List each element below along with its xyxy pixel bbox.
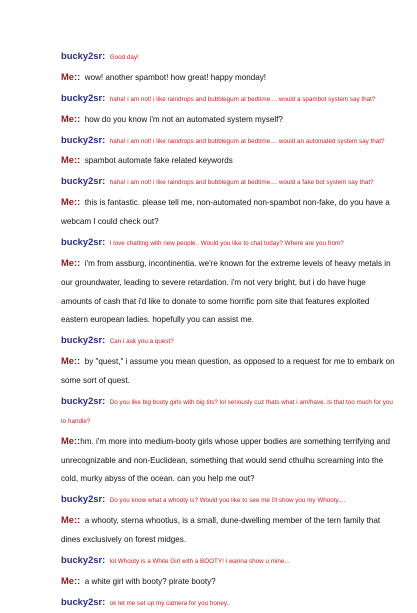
sender-name-me: Me:: xyxy=(61,112,81,124)
chat-message-bot xyxy=(61,46,397,65)
chat-message-bot xyxy=(61,592,397,611)
sender-name-me: Me:: xyxy=(61,434,81,446)
chat-message-me xyxy=(61,109,397,128)
message-text: this is fantastic. please tell me, non-automated non-spambot non-fake, do you have a webcam I could check out? xyxy=(61,198,390,226)
chat-message-bot xyxy=(61,232,397,251)
chat-message-me xyxy=(61,67,397,86)
sender-name-bot: bucky2sr: xyxy=(61,493,106,505)
sender-name-me: Me:: xyxy=(61,355,81,367)
chat-message-bot xyxy=(61,171,397,190)
chat-message-bot xyxy=(61,88,397,107)
chat-message-me xyxy=(61,192,397,230)
chat-transcript xyxy=(61,46,397,613)
sender-name-bot: bucky2sr: xyxy=(61,334,106,346)
message-text: a white girl with booty? pirate booty? xyxy=(84,576,216,586)
chat-message-bot xyxy=(61,550,397,569)
sender-name-me: Me:: xyxy=(61,196,81,208)
chat-message-bot xyxy=(61,330,397,349)
chat-message-me xyxy=(61,431,397,488)
sender-name-me: Me:: xyxy=(61,154,81,166)
message-text: Do you like big booty girls with big tits? lol seriously cuz thats what i am/have..Is that too much for you to handle? xyxy=(61,398,393,425)
sender-name-bot: bucky2sr: xyxy=(61,595,106,607)
chat-message-me xyxy=(61,510,397,548)
sender-name-me: Me:: xyxy=(61,256,81,268)
sender-name-bot: bucky2sr: xyxy=(61,175,106,187)
message-text: lol Whooty is a White Girl with a BOOTY! i wanna show u mine... xyxy=(109,557,290,565)
sender-name-bot: bucky2sr: xyxy=(61,50,106,61)
chat-message-me xyxy=(61,351,397,389)
chat-message-bot xyxy=(61,130,397,149)
message-text: a whooty, sterna whootius, is a small, dune-dwelling member of the tern family that dines exclusively on forest midges. xyxy=(61,516,381,544)
message-text: spambot automate fake related keywords xyxy=(84,156,233,166)
chat-message-me xyxy=(61,253,397,329)
sender-name-bot: bucky2sr: xyxy=(61,235,106,247)
sender-name-bot: bucky2sr: xyxy=(61,91,106,103)
message-text: haha! i am not! i like raindrops and bubblegum at bedtime.... would an automated system say that? xyxy=(109,137,385,145)
message-text: ok let me set up my camera for you honey.. xyxy=(109,599,231,607)
sender-name-me: Me:: xyxy=(61,574,81,586)
message-text: haha! i am not! i like raindrops and bubblegum at bedtime.... would a spambot system say that? xyxy=(109,95,376,103)
sender-name-bot: bucky2sr: xyxy=(61,553,106,565)
message-text: hm. i'm more into medium-booty girls whose upper bodies are something terrifying and unrecognizable and non-Euclidean, something that would send cthulhu screaming into the cold, murky abyss of the ocean. can you help me out? xyxy=(61,436,390,484)
message-text: by "quest," i assume you mean question, as opposed to a request for me to embark on some sort of quest. xyxy=(61,357,395,385)
message-text: Good day! xyxy=(109,54,139,61)
message-text: wow! another spambot! how great! happy monday! xyxy=(84,72,267,82)
chat-message-bot xyxy=(61,489,397,508)
sender-name-bot: bucky2sr: xyxy=(61,394,106,406)
message-text: Do you know what a whooty is? Would you like to see me i'll show you my Whooty.... xyxy=(109,497,346,505)
message-text: Can i ask you a quest? xyxy=(109,338,174,346)
message-text: haha! i am not! i like raindrops and bubblegum at bedtime.... would a fake bot system say that? xyxy=(109,179,374,187)
message-text: i'm from assburg, incontinentia. we're known for the extreme levels of heavy metals in our groundwater, leading to severe retardation. i'm not very bright, but i do have huge amounts of cash that i'd like to donate to some horrific porn site that features exploited eastern european ladies. hopefully you can assist me. xyxy=(61,258,391,325)
message-text: how do you know i'm not an automated system myself? xyxy=(84,114,283,124)
sender-name-bot: bucky2sr: xyxy=(61,133,106,145)
sender-name-me: Me:: xyxy=(61,70,81,82)
chat-message-me xyxy=(61,150,397,169)
message-text: I love chatting with new people.. Would you like to chat today? Where are you from? xyxy=(109,239,344,247)
chat-message-bot xyxy=(61,391,397,429)
sender-name-me: Me:: xyxy=(61,514,81,526)
chat-message-me xyxy=(61,571,397,590)
